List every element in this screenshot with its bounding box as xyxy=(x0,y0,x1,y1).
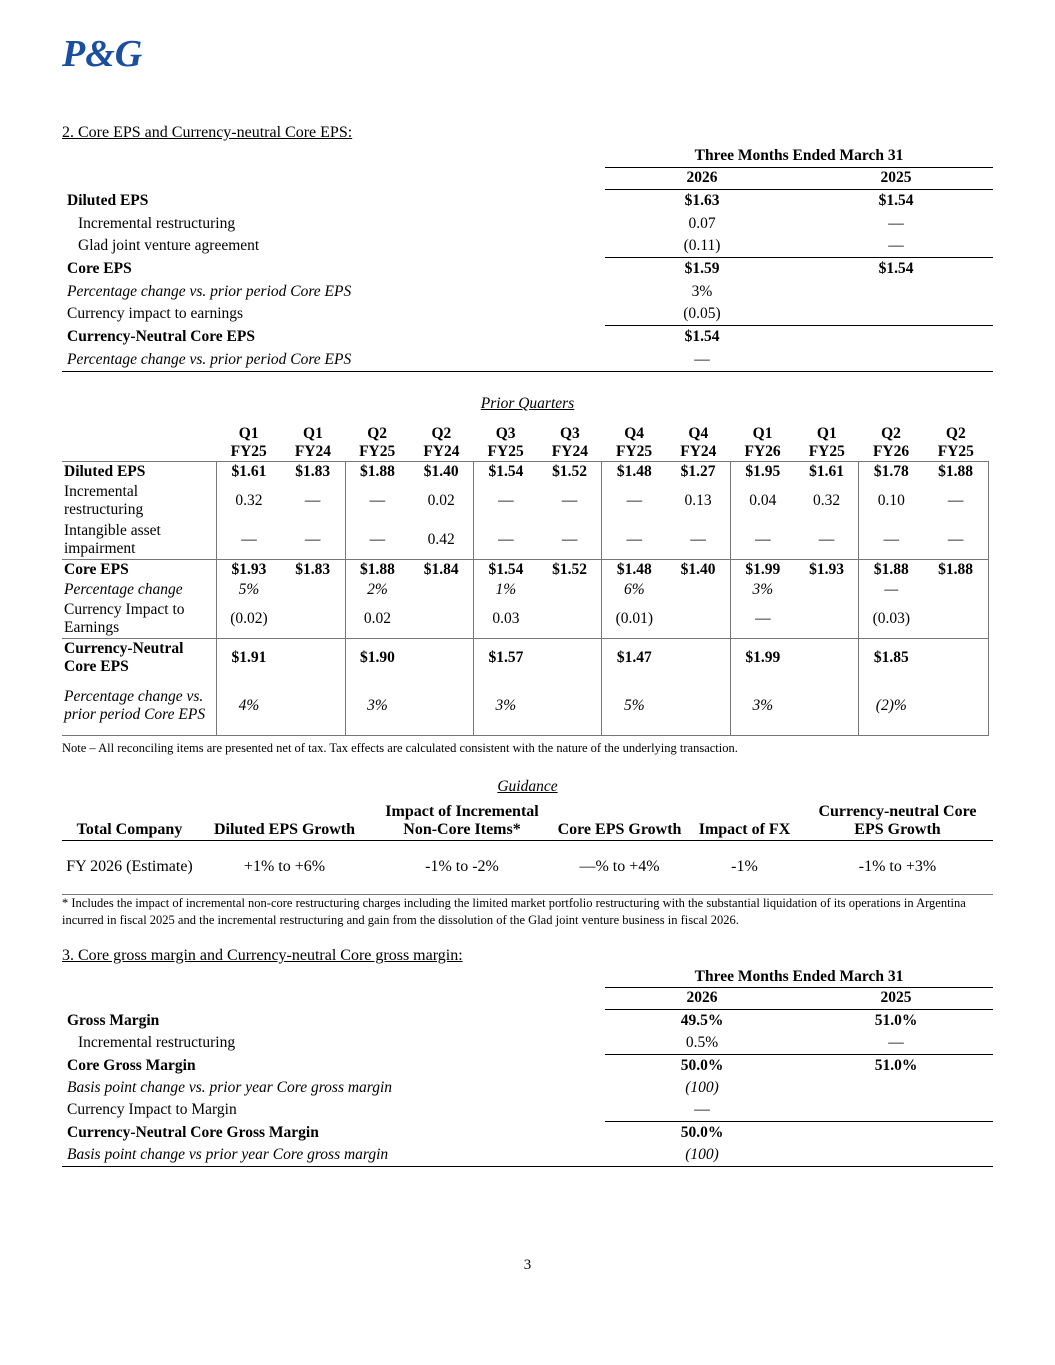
quarter-value: $1.54 xyxy=(474,560,538,580)
quarter-value xyxy=(538,600,602,639)
quarter-value xyxy=(795,678,859,736)
quarter-header: Q3 FY25 xyxy=(487,425,524,460)
quarter-value xyxy=(795,639,859,678)
guidance-header: Total Company xyxy=(62,798,197,840)
row-label: Glad joint venture agreement xyxy=(78,237,260,254)
prior-quarters-title: Prior Quarters xyxy=(480,395,575,412)
quarter-value: 3% xyxy=(474,678,538,736)
quarter-value: — xyxy=(923,521,988,560)
row-label: Core EPS xyxy=(64,560,129,578)
quarter-value: 6% xyxy=(602,580,666,600)
quarter-value: — xyxy=(474,521,538,560)
prior-quarter-row xyxy=(62,678,989,736)
quarter-value xyxy=(281,600,345,639)
guidance-value: -1% to -2% xyxy=(372,840,552,894)
quarter-value xyxy=(538,580,602,600)
section3-title: 3. Core gross margin and Currency-neutral Core gross margin: xyxy=(62,947,463,964)
quarter-value xyxy=(538,678,602,736)
quarter-header: Q2 FY24 xyxy=(423,425,460,460)
quarter-value: $1.88 xyxy=(859,560,923,580)
quarter-value: $1.78 xyxy=(859,462,923,482)
quarter-value xyxy=(923,600,988,639)
row-label: Percentage change xyxy=(64,580,183,598)
quarter-value xyxy=(923,678,988,736)
row-label: Percentage change vs. prior period Core EPS xyxy=(62,349,605,371)
value-2026: $1.63 xyxy=(684,192,720,210)
value-2026: (0.05) xyxy=(605,303,799,325)
quarter-value: $1.52 xyxy=(552,560,588,578)
quarter-value: $1.91 xyxy=(217,639,281,678)
quarter-value: $1.88 xyxy=(923,462,988,482)
row-label: Incremental restructuring xyxy=(78,1034,236,1051)
quarter-value: $1.54 xyxy=(474,462,538,482)
quarter-header: Q1 FY26 xyxy=(744,425,781,460)
value-2025: 51.0% xyxy=(874,1011,918,1029)
pg-logo xyxy=(62,32,142,74)
guidance-header: Impact of FX xyxy=(687,798,802,840)
quarter-value: (2)% xyxy=(859,678,923,736)
guidance-value: -1% to +3% xyxy=(802,840,993,894)
quarter-value: 4% xyxy=(217,678,281,736)
guidance-value: +1% to +6% xyxy=(197,840,372,894)
guidance-value: —% to +4% xyxy=(552,840,687,894)
value-2025: — xyxy=(888,215,904,232)
quarter-value: — xyxy=(818,530,835,548)
value-2026: 0.07 xyxy=(688,215,716,232)
year-header-2025: 2025 xyxy=(799,167,993,189)
guidance-header: Diluted EPS Growth xyxy=(197,798,372,840)
quarter-value: $1.40 xyxy=(409,462,473,482)
core-eps-table xyxy=(62,145,993,372)
row-label: Incremental restructuring xyxy=(78,215,236,232)
quarter-header: Q2 FY25 xyxy=(359,425,396,460)
quarter-value: $1.93 xyxy=(217,560,281,580)
quarter-value: — xyxy=(602,521,666,560)
core-gross-margin-table xyxy=(62,967,993,1167)
guidance-footnote: * Includes the impact of incremental non-core restructuring charges including the limited market portfolio restructuring with the substantial liquidation of its operations in Argentina incurred in fiscal 2025 and the incremental restructuring and gain from the dissolution of the Glad joint venture business in fiscal 2026. xyxy=(62,896,966,927)
quarter-header: Q1 FY25 xyxy=(808,425,845,460)
quarter-value: — xyxy=(690,530,706,548)
value-2026: $1.59 xyxy=(684,260,720,278)
value-2026: (0.11) xyxy=(605,235,799,257)
quarter-value: $1.90 xyxy=(345,639,409,678)
quarter-value: 0.02 xyxy=(427,492,455,509)
row-label: Currency impact to earnings xyxy=(67,305,244,322)
quarter-value: — xyxy=(730,521,794,560)
quarter-value: $1.27 xyxy=(666,462,730,482)
quarter-value xyxy=(666,678,730,736)
quarter-value: $1.99 xyxy=(730,639,794,678)
prior-quarter-row xyxy=(62,462,989,482)
row-label: Basis point change vs prior year Core gross margin xyxy=(62,1144,605,1166)
prior-quarters-note: Note – All reconciling items are presented net of tax. Tax effects are calculated consistent with the nature of the underlying transaction. xyxy=(62,741,738,755)
quarter-value: $1.83 xyxy=(281,462,345,482)
row-label: Currency-Neutral Core Gross Margin xyxy=(67,1123,319,1141)
quarter-value: 2% xyxy=(345,580,409,600)
quarter-value xyxy=(281,639,345,678)
quarter-value: $1.84 xyxy=(423,560,459,578)
quarter-header: Q4 FY25 xyxy=(616,425,653,460)
quarter-header: Q1 FY24 xyxy=(294,425,332,460)
quarter-header: Q2 FY25 xyxy=(937,425,974,460)
prior-quarter-row xyxy=(62,600,989,639)
quarter-value: 0.03 xyxy=(474,600,538,639)
quarter-value: $1.99 xyxy=(730,560,794,580)
quarter-value xyxy=(281,678,345,736)
quarter-value xyxy=(666,639,730,678)
quarter-value: $1.40 xyxy=(680,560,716,578)
quarter-value: $1.95 xyxy=(730,462,794,482)
quarter-value xyxy=(409,600,473,639)
quarter-value xyxy=(666,600,730,639)
period-header: Three Months Ended March 31 xyxy=(605,967,993,987)
prior-quarter-row xyxy=(62,560,989,580)
quarter-value: 0.32 xyxy=(217,482,281,521)
quarter-value: 3% xyxy=(345,678,409,736)
year-header-2026: 2026 xyxy=(605,167,799,189)
quarter-value xyxy=(923,639,988,678)
quarter-value: — xyxy=(345,521,409,560)
quarter-value: — xyxy=(730,600,794,639)
row-label: Currency-Neutral Core EPS xyxy=(64,640,184,676)
quarter-value xyxy=(923,580,988,600)
quarter-value: — xyxy=(474,482,538,521)
prior-quarter-row xyxy=(62,521,989,560)
quarter-value xyxy=(281,580,345,600)
row-label: Currency Impact to Earnings xyxy=(64,600,185,636)
quarter-value: 0.13 xyxy=(684,492,712,509)
value-2026: (100) xyxy=(605,1144,799,1166)
quarter-value: — xyxy=(859,580,923,600)
quarter-value xyxy=(409,639,473,678)
row-label: Percentage change vs. prior period Core EPS xyxy=(67,283,352,300)
period-header: Three Months Ended March 31 xyxy=(605,145,993,167)
quarter-value: 5% xyxy=(217,580,281,600)
quarter-header: Q1 FY25 xyxy=(230,425,267,460)
quarter-value: 1% xyxy=(474,580,538,600)
value-2026: 0.5% xyxy=(605,1032,799,1054)
guidance-value: -1% xyxy=(687,840,802,894)
quarter-value: $1.52 xyxy=(538,462,602,482)
quarter-value: — xyxy=(304,530,321,548)
guidance-value: FY 2026 (Estimate) xyxy=(62,840,197,894)
quarter-value: — xyxy=(561,530,578,548)
quarter-value: $1.47 xyxy=(602,639,666,678)
value-2025: — xyxy=(799,1032,993,1054)
prior-quarter-row xyxy=(62,482,989,521)
quarter-value: 5% xyxy=(602,678,666,736)
quarter-value: 0.02 xyxy=(345,600,409,639)
row-label: Core Gross Margin xyxy=(67,1056,196,1074)
quarter-value xyxy=(666,580,730,600)
guidance-table xyxy=(62,798,993,895)
quarter-value: 0.10 xyxy=(859,482,923,521)
prior-quarters-table xyxy=(62,425,989,736)
guidance-header: Core EPS Growth xyxy=(552,798,687,840)
row-label: Diluted EPS xyxy=(64,462,146,480)
row-label: Basis point change vs. prior year Core gross margin xyxy=(67,1079,393,1096)
row-label: Currency Impact to Margin xyxy=(67,1101,237,1118)
quarter-value: $1.88 xyxy=(345,462,409,482)
row-label: Intangible asset impairment xyxy=(64,521,161,557)
value-2025: — xyxy=(799,235,993,257)
quarter-value: $1.48 xyxy=(602,462,666,482)
quarter-value: 3% xyxy=(730,580,794,600)
row-label: Incremental restructuring xyxy=(64,483,144,518)
year-header-2025: 2025 xyxy=(799,987,993,1009)
quarter-value: $1.48 xyxy=(602,560,666,580)
value-2025: 51.0% xyxy=(874,1056,918,1074)
row-label: Core EPS xyxy=(67,260,132,277)
quarter-value: 0.32 xyxy=(812,492,841,509)
quarter-value: $1.88 xyxy=(345,560,409,580)
quarter-value xyxy=(538,639,602,678)
row-label: Gross Margin xyxy=(67,1011,160,1029)
quarter-value: — xyxy=(345,482,409,521)
quarter-value: — xyxy=(859,521,923,560)
value-2026: 50.0% xyxy=(680,1056,724,1074)
quarter-value: — xyxy=(602,482,666,521)
quarter-value: (0.02) xyxy=(217,600,281,639)
quarter-value: (0.03) xyxy=(859,600,923,639)
quarter-value: $1.83 xyxy=(295,560,331,578)
value-2025: $1.54 xyxy=(878,192,914,210)
quarter-value: — xyxy=(561,492,578,509)
prior-quarter-row xyxy=(62,580,989,600)
quarter-value: — xyxy=(304,492,321,509)
quarter-value xyxy=(795,600,859,639)
quarter-header: Q3 FY24 xyxy=(551,425,588,460)
quarter-value: (0.01) xyxy=(602,600,666,639)
year-header-2026: 2026 xyxy=(605,987,799,1009)
value-2026: 50.0% xyxy=(680,1123,724,1141)
quarter-value: 0.04 xyxy=(730,482,794,521)
quarter-value: $1.61 xyxy=(217,462,281,482)
value-2026: (100) xyxy=(685,1079,719,1096)
value-2026: 49.5% xyxy=(680,1011,724,1029)
pg-logo-text: P&G xyxy=(62,33,142,74)
quarter-value xyxy=(409,580,473,600)
row-label: Diluted EPS xyxy=(67,192,149,209)
guidance-header: Impact of Incremental Non-Core Items* xyxy=(372,798,552,840)
quarter-header: Q4 FY24 xyxy=(680,425,717,460)
quarter-value: $1.57 xyxy=(474,639,538,678)
quarter-value: 0.42 xyxy=(427,530,455,548)
prior-quarter-row xyxy=(62,639,989,678)
quarter-value: 3% xyxy=(730,678,794,736)
value-2026: 3% xyxy=(691,283,713,300)
quarter-value: $1.93 xyxy=(809,560,844,578)
quarter-value: $1.88 xyxy=(923,560,988,580)
section2-title: 2. Core EPS and Currency-neutral Core EPS: xyxy=(62,124,353,141)
page-number: 3 xyxy=(523,1257,532,1273)
quarter-value: $1.85 xyxy=(859,639,923,678)
prior-quarters-body xyxy=(62,462,989,736)
quarter-value: $1.61 xyxy=(795,462,859,482)
row-label: Percentage change vs. prior period Core EPS xyxy=(64,688,206,724)
guidance-title: Guidance xyxy=(497,778,558,795)
quarter-value: — xyxy=(923,482,988,521)
quarter-value xyxy=(795,580,859,600)
quarter-header: Q2 FY26 xyxy=(872,425,910,460)
value-2025: $1.54 xyxy=(878,260,914,278)
value-2026: $1.54 xyxy=(684,328,720,346)
value-2026: — xyxy=(605,1099,799,1121)
quarter-value xyxy=(409,678,473,736)
guidance-header: Currency-neutral Core EPS Growth xyxy=(802,798,993,840)
row-label: Currency-Neutral Core EPS xyxy=(67,328,255,345)
quarter-value: — xyxy=(217,521,281,560)
value-2026: — xyxy=(605,349,799,371)
